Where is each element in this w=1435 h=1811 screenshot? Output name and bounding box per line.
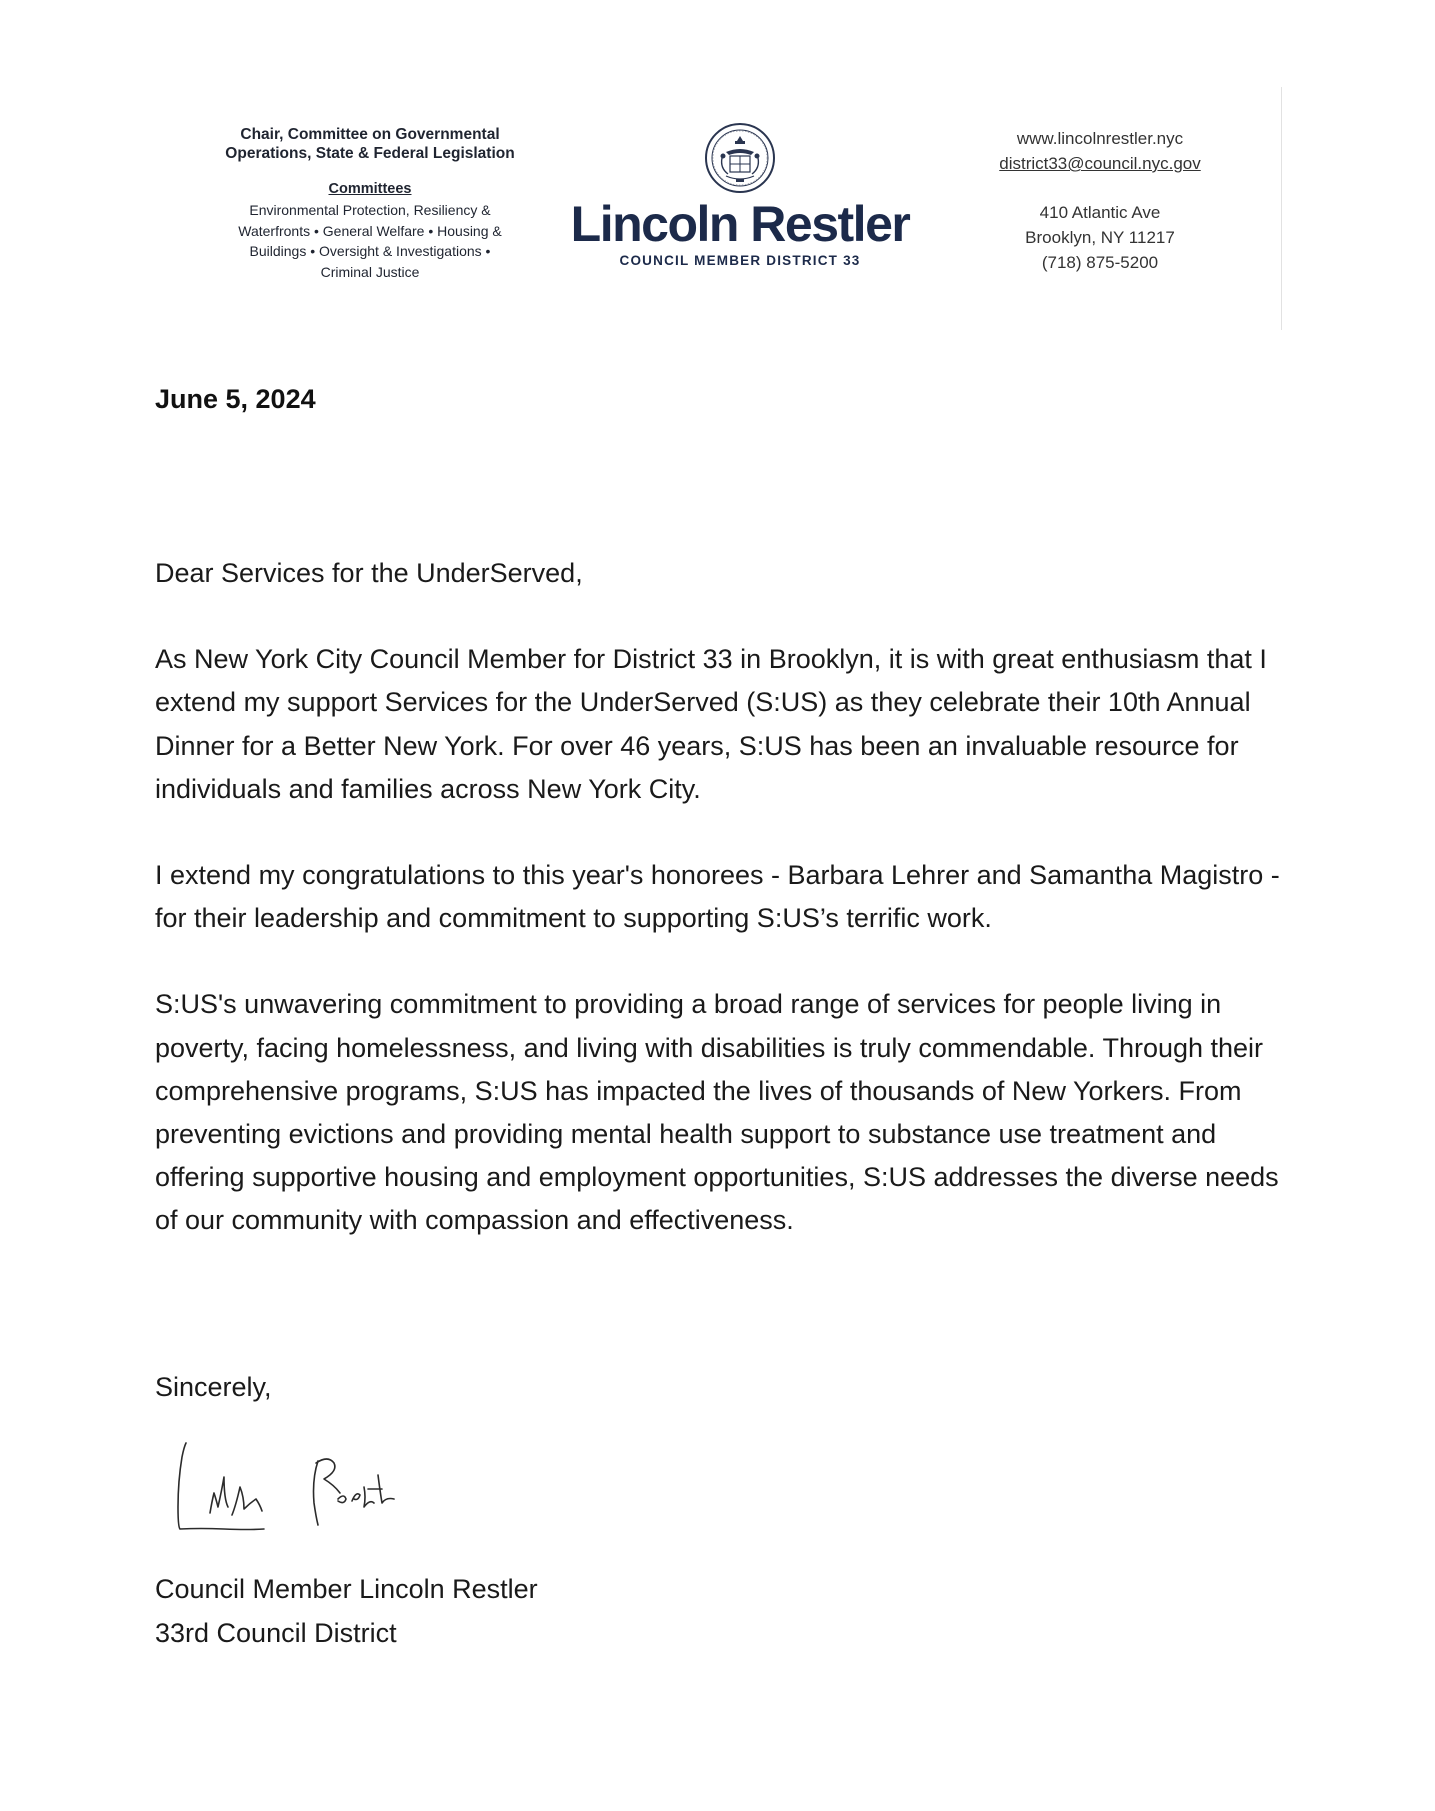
phone-number: (718) 875-5200 xyxy=(1041,253,1159,272)
chair-title-line-1: Chair, Committee on Governmental xyxy=(240,126,500,143)
signer-block xyxy=(155,1568,538,1655)
letter-body xyxy=(155,552,1295,1286)
letterhead-divider xyxy=(1281,87,1282,330)
body-paragraph-3: S:US's unwavering commitment to providing a broad range of services for people living in poverty, facing homelessness, and living with disabilities is truly commendable. Through their comprehensive programs, S:US has impacted the lives of thousands of New Yorkers. From preventing evictions and providing mental health support to substance use treatment and offering supportive housing and employment opportunities, S:US addresses the diverse needs of our community with compassion and effectiveness. xyxy=(155,989,1279,1236)
committees-list: Environmental Protection, Resiliency & Waterfronts • General Welfare • Housing & Buildings • Oversight & Investigations • Criminal Justice xyxy=(238,202,502,280)
email-link[interactable]: district33@council.nyc.gov xyxy=(999,154,1201,173)
closing: Sincerely, xyxy=(155,1372,272,1402)
committees-heading: Committees xyxy=(328,181,412,197)
letterhead-brand xyxy=(560,122,920,268)
address-line-1: 410 Atlantic Ave xyxy=(1039,203,1161,222)
signer-name: Council Member Lincoln Restler xyxy=(155,1574,538,1604)
letterhead-committees-block xyxy=(196,125,544,282)
council-member-name: Lincoln Restler xyxy=(570,196,910,252)
council-member-district-label: COUNCIL MEMBER DISTRICT 33 xyxy=(619,253,861,268)
letter-date: June 5, 2024 xyxy=(155,384,316,414)
handwritten-signature xyxy=(168,1435,428,1547)
address-line-2: Brooklyn, NY 11217 xyxy=(1025,228,1175,247)
signer-district: 33rd Council District xyxy=(155,1617,397,1648)
salutation: Dear Services for the UnderServed, xyxy=(155,558,583,588)
nyc-seal-icon xyxy=(704,122,776,194)
chair-title xyxy=(196,125,544,163)
body-paragraph-2: I extend my congratulations to this year's honorees - Barbara Lehrer and Samantha Magistro - for their leadership and commitment to supporting S:US’s terrific work. xyxy=(155,860,1280,934)
chair-title-line-2: Operations, State & Federal Legislation xyxy=(225,145,515,162)
letterhead-contact-block xyxy=(960,126,1240,275)
body-paragraph-1: As New York City Council Member for District 33 in Brooklyn, it is with great enthusiasm that I extend my support Services for the UnderServed (S:US) as they celebrate their 10th Annual Dinner for a Better New York. For over 46 years, S:US has been an invaluable resource for individuals and families across New York City. xyxy=(155,644,1267,804)
office-address xyxy=(960,200,1240,275)
website-link[interactable]: www.lincolnrestler.nyc xyxy=(1016,129,1184,148)
